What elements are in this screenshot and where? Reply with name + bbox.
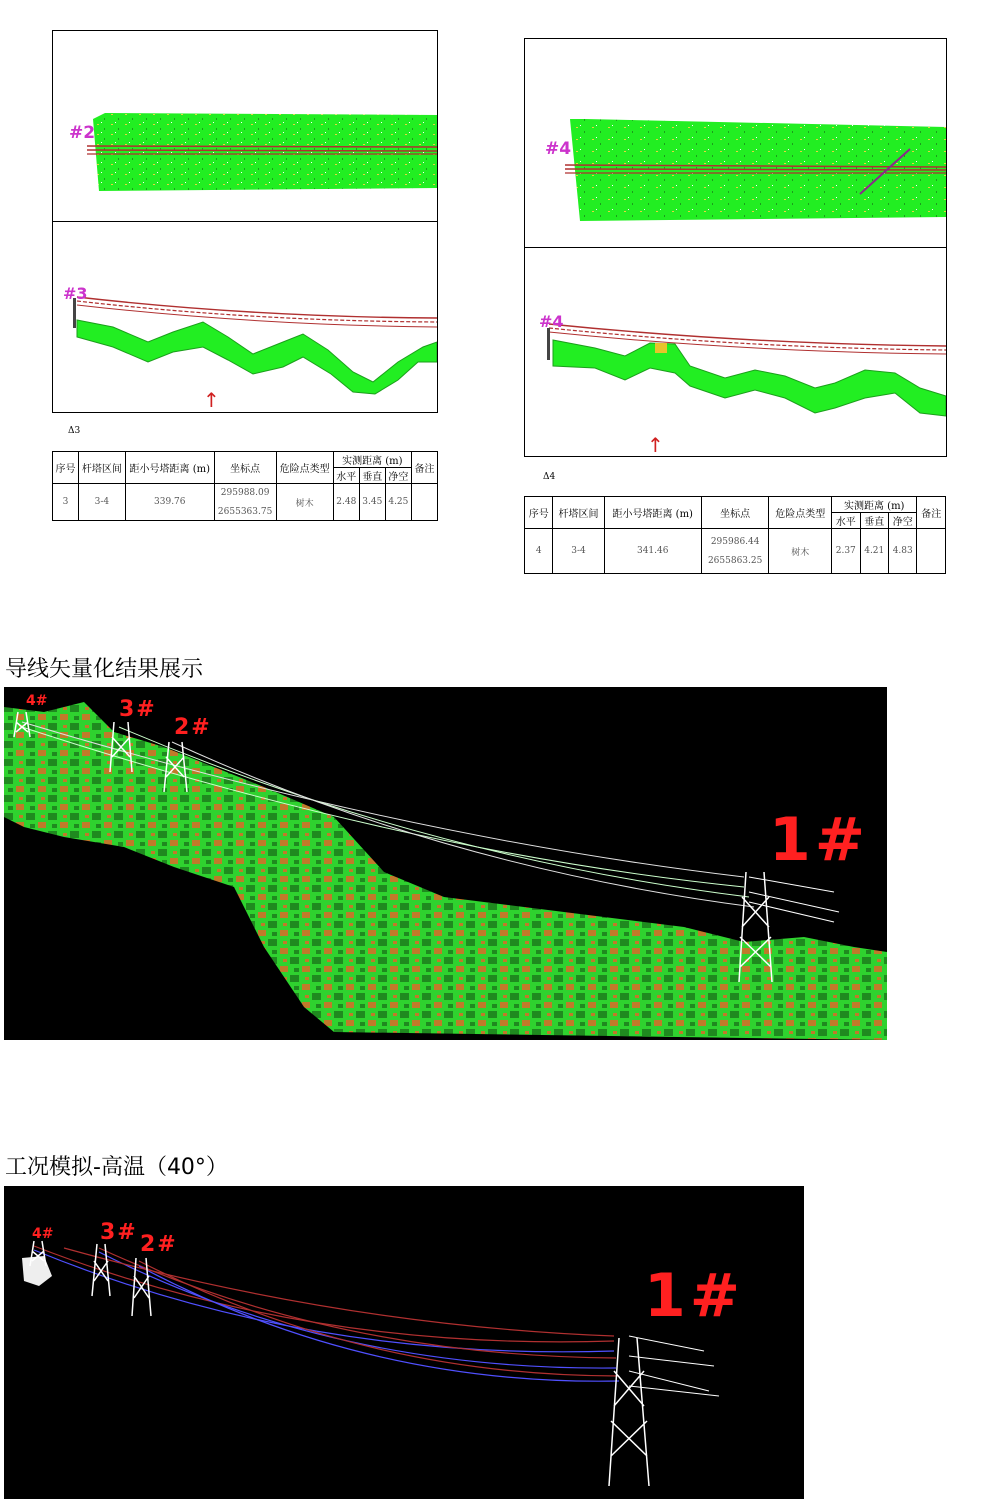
th-coord: 坐标点 xyxy=(214,452,276,484)
cell-coord-y: 2655363.75 xyxy=(217,506,273,517)
svg-text:↑: ↑ xyxy=(647,433,664,456)
left-caption: Δ3 xyxy=(68,426,81,436)
cell-h: 2.48 xyxy=(333,484,359,521)
svg-text:↑: ↑ xyxy=(203,388,220,412)
th-type: 危险点类型 xyxy=(276,452,333,484)
th-h: 水平 xyxy=(832,513,860,529)
th-measured: 实测距离 (m) xyxy=(832,497,917,513)
sim-tower4-label: 4# xyxy=(32,1226,54,1242)
cell-seq: 3 xyxy=(53,484,79,521)
th-c: 净空 xyxy=(385,468,411,484)
cell-dist: 341.46 xyxy=(604,529,701,574)
cell-type: 树木 xyxy=(769,529,832,574)
cell-coord xyxy=(701,529,769,574)
right-profile-panel xyxy=(524,247,947,457)
vec-tower1-label: 1# xyxy=(769,805,870,875)
left-profile-tower-label: #3 xyxy=(63,284,88,303)
cell-span: 3-4 xyxy=(553,529,604,574)
left-topview-pointcloud xyxy=(53,31,437,221)
left-profile-panel xyxy=(52,221,438,413)
left-hazard-table xyxy=(52,451,438,521)
cell-coord xyxy=(214,484,276,521)
cell-seq: 4 xyxy=(525,529,553,574)
vectorized-wire-scene xyxy=(4,687,887,1040)
right-topview-pointcloud xyxy=(525,39,946,247)
left-top-tower-label: #2 xyxy=(69,123,96,143)
cell-note xyxy=(411,484,437,521)
sim-tower3-label: 3# xyxy=(100,1220,138,1245)
right-top-tower-label: #4 xyxy=(545,139,572,159)
th-dist: 距小号塔距离 (m) xyxy=(604,497,701,529)
cell-coord-x: 295986.44 xyxy=(710,536,760,547)
cell-c: 4.25 xyxy=(385,484,411,521)
right-profile-pointcloud xyxy=(525,248,946,456)
left-profile-pointcloud xyxy=(53,222,437,412)
right-hazard-table xyxy=(524,496,946,574)
sim-tower2-label: 2# xyxy=(140,1232,178,1257)
cell-c: 4.83 xyxy=(888,529,916,574)
right-profile-tower-label: #4 xyxy=(539,312,564,331)
cell-dist: 339.76 xyxy=(125,484,214,521)
right-caption: Δ4 xyxy=(543,472,556,482)
section2-heading: 工况模拟-高温（40°） xyxy=(5,1155,228,1180)
th-span: 杆塔区间 xyxy=(79,452,126,484)
vec-tower4-label: 4# xyxy=(26,693,48,709)
cell-coord-y: 2655863.25 xyxy=(707,555,763,566)
th-coord: 坐标点 xyxy=(701,497,769,529)
cell-type: 树木 xyxy=(276,484,333,521)
th-note: 备注 xyxy=(411,452,437,484)
left-topview-panel xyxy=(52,30,438,222)
th-note: 备注 xyxy=(917,497,946,529)
section1-heading: 导线矢量化结果展示 xyxy=(5,657,204,682)
cell-coord-x: 295988.09 xyxy=(220,487,270,498)
cell-h: 2.37 xyxy=(832,529,860,574)
th-type: 危险点类型 xyxy=(769,497,832,529)
vectorized-wire-image xyxy=(4,687,887,1040)
high-temp-simulation-image xyxy=(4,1186,804,1499)
right-topview-panel xyxy=(524,38,947,248)
th-c: 净空 xyxy=(888,513,916,529)
th-seq: 序号 xyxy=(525,497,553,529)
th-dist: 距小号塔距离 (m) xyxy=(125,452,214,484)
vec-tower3-label: 3# xyxy=(119,697,157,722)
th-measured: 实测距离 (m) xyxy=(333,452,411,468)
th-span: 杆塔区间 xyxy=(553,497,604,529)
cell-span: 3-4 xyxy=(79,484,126,521)
th-h: 水平 xyxy=(333,468,359,484)
vec-tower2-label: 2# xyxy=(174,715,212,740)
th-v: 垂直 xyxy=(359,468,385,484)
th-v: 垂直 xyxy=(860,513,888,529)
cell-v: 4.21 xyxy=(860,529,888,574)
cell-note xyxy=(917,529,946,574)
cell-v: 3.45 xyxy=(359,484,385,521)
th-seq: 序号 xyxy=(53,452,79,484)
sim-tower1-label: 1# xyxy=(644,1261,745,1331)
